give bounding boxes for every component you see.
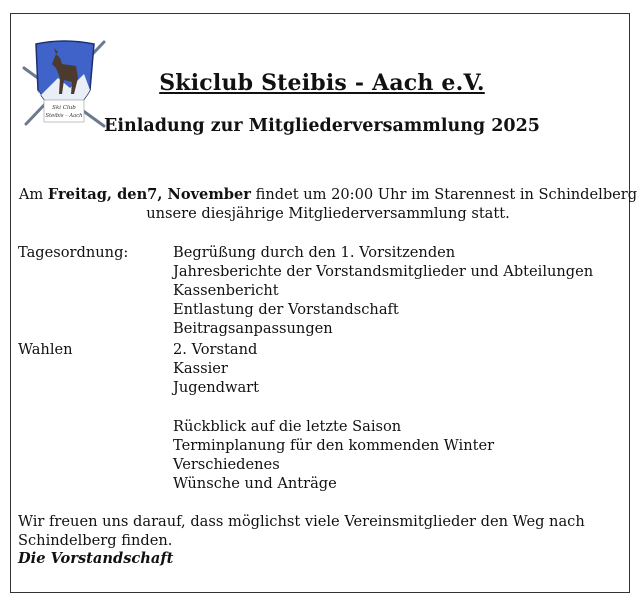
agenda-item: 2. Vorstand <box>173 341 258 358</box>
intro-paragraph <box>18 185 638 223</box>
agenda-item: Begrüßung durch den 1. Vorsitzenden <box>173 244 456 261</box>
event-title: Einladung zur Mitgliederversammlung 2025 <box>104 116 540 136</box>
closing-paragraph: Wir freuen uns darauf, dass möglichst viele Vereinsmitglieder den Weg nach Schindelberg finden. <box>18 513 585 549</box>
logo-text-line2: Steibis – Aach <box>45 113 83 119</box>
agenda-item: Rückblick auf die letzte Saison <box>173 418 402 435</box>
agenda-item: Terminplanung für den kommenden Winter <box>173 437 495 454</box>
logo-text-line1: Ski Club <box>52 105 76 111</box>
agenda-item: Wünsche und Anträge <box>173 475 337 492</box>
agenda-item: Entlastung der Vorstandschaft <box>173 301 399 318</box>
agenda-item: Kassenbericht <box>173 282 279 299</box>
elections-label: Wahlen <box>18 341 73 358</box>
intro-prefix: Am <box>18 186 48 203</box>
agenda-label: Tagesordnung: <box>18 244 129 261</box>
agenda-item: Beitragsanpassungen <box>173 320 333 337</box>
agenda-item: Kassier <box>173 360 228 377</box>
intro-date: Freitag, den7, November <box>47 186 251 203</box>
intro-suffix: findet um 20:00 Uhr im Starennest in Schindelberg unsere diesjährige Mitgliederversammlung statt. <box>146 186 638 222</box>
signature: Die Vorstandschaft <box>18 550 174 567</box>
agenda-item: Verschiedenes <box>173 456 280 473</box>
club-title: Skiclub Steibis - Aach e.V. <box>159 70 485 96</box>
agenda-item: Jugendwart <box>173 379 260 396</box>
agenda-item: Jahresberichte der Vorstandsmitglieder und Abteilungen <box>173 263 594 280</box>
